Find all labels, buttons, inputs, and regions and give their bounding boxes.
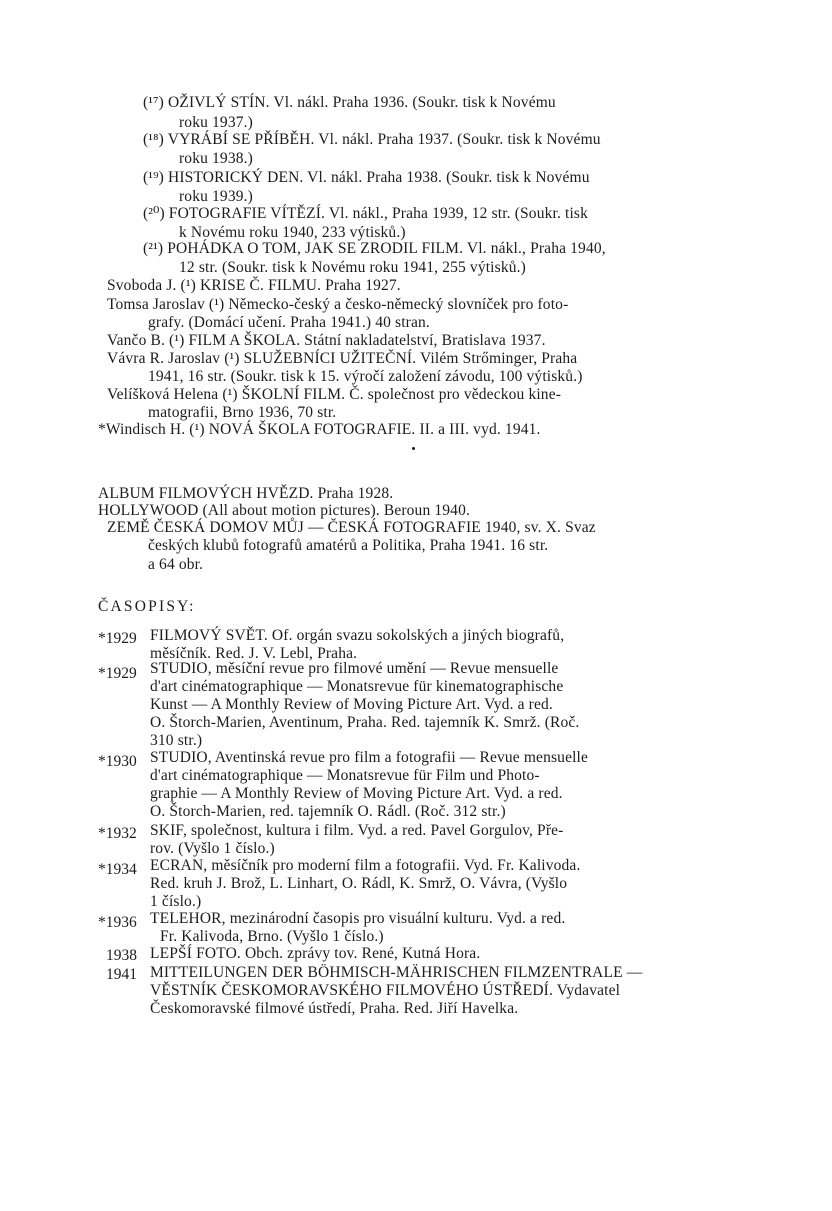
periodical-line: FILMOVÝ SVĚT. Of. orgán svazu sokolských a jiných biografů, — [150, 627, 565, 644]
list-item: (¹⁷) OŽIVLÝ STÍN. Vl. nákl. Praha 1936. (Soukr. tisk k Novému — [143, 94, 556, 111]
periodical-line: d'art cinématographique — Monatsrevue für kinematographische — [150, 678, 564, 695]
author-entry-continuation: matografii, Brno 1936, 70 str. — [148, 404, 337, 421]
periodical-line: ECRAN, měsíčník pro moderní film a fotografii. Vyd. Fr. Kalivoda. — [150, 857, 581, 874]
periodical-line: VĚSTNÍK ČESKOMORAVSKÉHO FILMOVÉHO ÚSTŘEDÍ. Vydavatel — [150, 982, 621, 999]
list-item: (²¹) POHÁDKA O TOM, JAK SE ZRODIL FILM. Vl. nákl., Praha 1940, — [143, 240, 606, 257]
author-entry: Velíšková Helena (¹) ŠKOLNÍ FILM. Č. společnost pro vědeckou kine- — [107, 386, 562, 403]
periodical-year: *1936 — [98, 914, 137, 931]
separator-dot — [412, 447, 415, 450]
anthology-entry: ZEMĚ ČESKÁ DOMOV MŮJ — ČESKÁ FOTOGRAFIE 1940, sv. X. Svaz — [107, 519, 596, 536]
list-item-continuation: roku 1939.) — [179, 188, 253, 205]
periodical-line: d'art cinématographique — Monatsrevue für Film und Photo- — [150, 767, 540, 784]
list-item-continuation: roku 1938.) — [179, 150, 253, 167]
periodical-year: *1934 — [98, 861, 137, 878]
section-heading: ČASOPISY: — [98, 598, 196, 615]
anthology-entry-continuation: a 64 obr. — [148, 556, 204, 573]
periodical-year: 1941 — [106, 966, 137, 983]
periodical-line: O. Štorch-Marien, red. tajemník O. Rádl. (Roč. 312 str.) — [150, 803, 506, 820]
list-item-continuation: 12 str. (Soukr. tisk k Novému roku 1941, 255 výtisků.) — [179, 259, 526, 276]
list-item: (²⁰) FOTOGRAFIE VÍTĚZÍ. Vl. nákl., Praha 1939, 12 str. (Soukr. tisk — [143, 205, 588, 222]
periodical-line: 1 číslo.) — [150, 893, 202, 910]
author-entry: *Windisch H. (¹) NOVÁ ŠKOLA FOTOGRAFIE. II. a III. vyd. 1941. — [98, 421, 541, 438]
periodical-year: *1930 — [98, 753, 137, 770]
author-entry: Tomsa Jaroslav (¹) Německo-český a česko-německý slovníček pro foto- — [107, 296, 569, 313]
list-item: (¹⁹) HISTORICKÝ DEN. Vl. nákl. Praha 1938. (Soukr. tisk k Novému — [143, 169, 590, 186]
list-item: (¹⁸) VYRÁBÍ SE PŘÍBĚH. Vl. nákl. Praha 1937. (Soukr. tisk k Novému — [143, 131, 601, 148]
anthology-entry: HOLLYWOOD (All about motion pictures). Beroun 1940. — [98, 502, 471, 519]
periodical-line: Kunst — A Monthly Review of Moving Picture Art. Vyd. a red. — [150, 696, 553, 713]
author-entry-continuation: 1941, 16 str. (Soukr. tisk k 15. výročí založení závodu, 100 výtisků.) — [148, 368, 583, 385]
periodical-year: *1929 — [98, 630, 137, 647]
author-entry: Vávra R. Jaroslav (¹) SLUŽEBNÍCI UŽITEČNÍ. Vilém Strőminger, Praha — [107, 350, 578, 367]
periodical-year: 1938 — [106, 947, 137, 964]
periodical-line: TELEHOR, mezinárodní časopis pro visuální kulturu. Vyd. a red. — [150, 910, 566, 927]
anthology-entry-continuation: českých klubů fotografů amatérů a Politika, Praha 1941. 16 str. — [148, 537, 549, 554]
periodical-year: *1932 — [98, 825, 137, 842]
periodical-line: Fr. Kalivoda, Brno. (Vyšlo 1 číslo.) — [160, 928, 384, 945]
periodical-line: 310 str.) — [150, 732, 203, 749]
periodical-line: graphie — A Monthly Review of Moving Picture Art. Vyd. a red. — [150, 785, 563, 802]
author-entry: Vančo B. (¹) FILM A ŠKOLA. Státní nakladatelství, Bratislava 1937. — [107, 332, 546, 349]
periodical-line: STUDIO, Aventinská revue pro film a fotografii — Revue mensuelle — [150, 749, 589, 766]
periodical-line: O. Štorch-Marien, Aventinum, Praha. Red. tajemník K. Smrž. (Roč. — [150, 714, 580, 731]
list-item-continuation: k Novému roku 1940, 233 výtisků.) — [179, 224, 406, 241]
author-entry: Svoboda J. (¹) KRISE Č. FILMU. Praha 1927. — [107, 277, 401, 294]
periodical-line: LEPŠÍ FOTO. Obch. zprávy tov. René, Kutná Hora. — [150, 945, 481, 962]
list-item-continuation: roku 1937.) — [179, 114, 253, 131]
periodical-line: MITTEILUNGEN DER BÖHMISCH-MÄHRISCHEN FILMZENTRALE — — [150, 964, 643, 981]
periodical-line: Red. kruh J. Brož, L. Linhart, O. Rádl, K. Smrž, O. Vávra, (Vyšlo — [150, 875, 568, 892]
periodical-line: rov. (Vyšlo 1 číslo.) — [150, 840, 275, 857]
periodical-line: STUDIO, měsíční revue pro filmové umění — Revue mensuelle — [150, 660, 559, 677]
periodical-year: *1929 — [98, 665, 137, 682]
anthology-entry: ALBUM FILMOVÝCH HVĚZD. Praha 1928. — [98, 485, 394, 502]
author-entry-continuation: grafy. (Domácí učení. Praha 1941.) 40 stran. — [148, 314, 430, 331]
periodical-line: SKIF, společnost, kultura i film. Vyd. a red. Pavel Gorgulov, Pře- — [150, 822, 564, 839]
periodical-line: měsíčník. Red. J. V. Lebl, Praha. — [150, 645, 358, 662]
periodical-line: Českomoravské filmové ústředí, Praha. Red. Jiří Havelka. — [150, 1000, 519, 1017]
